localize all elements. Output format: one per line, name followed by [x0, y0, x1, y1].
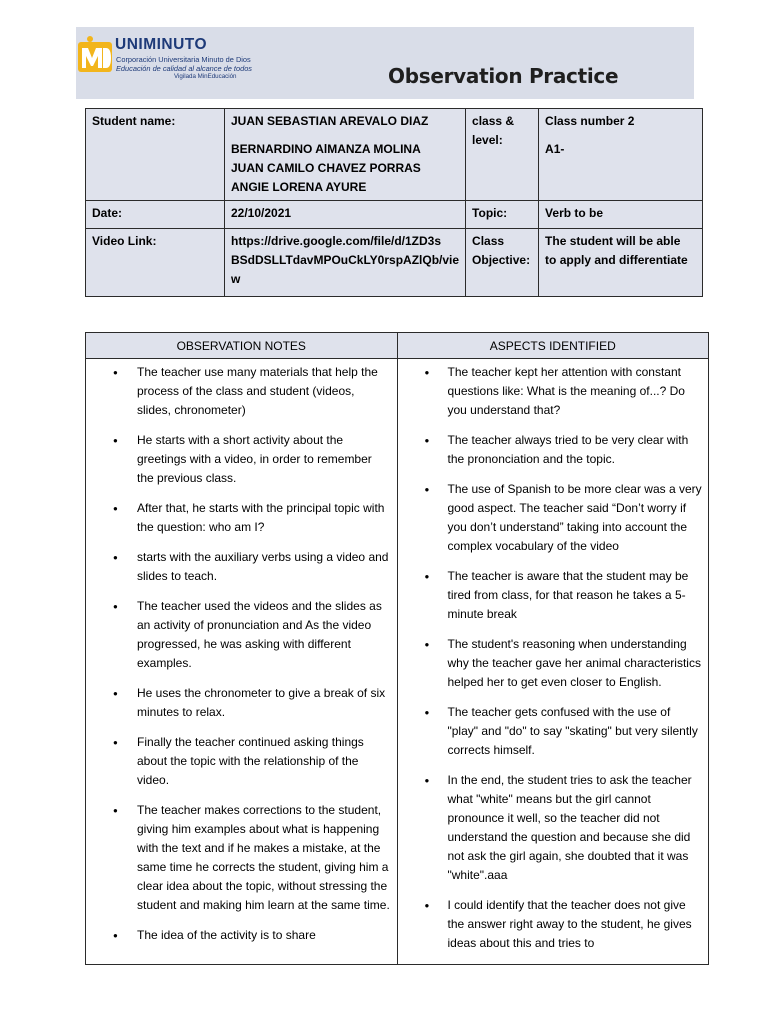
list-item: ● I could identify that the teacher does not give the answer right away to the student, he gives ideas about this and tries to: [398, 896, 709, 953]
class-objective-line: to apply and differentiate: [545, 253, 688, 267]
level-value: A1-: [545, 142, 565, 156]
logo-line-1: Corporación Universitaria Minuto de Dios: [116, 55, 251, 64]
video-link-line[interactable]: BSdDSLLTdavMPOuCkLY0rspAZlQb/vie: [231, 253, 460, 267]
student-names: [225, 109, 466, 201]
list-item: ● He uses the chronometer to give a break of six minutes to relax.: [86, 684, 397, 722]
topic-value: Verb to be: [539, 201, 703, 229]
class-level-value: [539, 109, 703, 201]
student-name: JUAN SEBASTIAN AREVALO DIAZ: [231, 114, 429, 128]
observation-table: [85, 332, 709, 965]
class-objective-line: The student will be able: [545, 234, 681, 248]
class-level-label: [466, 109, 539, 201]
list-item: ● The teacher is aware that the student may be tired from class, for that reason he takes a 5-minute break: [398, 567, 709, 624]
list-item: ● The idea of the activity is to share: [86, 926, 397, 945]
video-link[interactable]: [225, 229, 466, 297]
md-logo-mark-icon: [78, 34, 114, 74]
list-item: ● The use of Spanish to be more clear was a very good aspect. The teacher said “Don’t worry if you don’t understand” taking into account the complex vocabulary of the video: [398, 480, 709, 556]
list-item: ● The teacher makes corrections to the student, giving him examples about what is happening with the text and if he makes a mistake, at the same time he corrects the student, giving him a clear idea about the topic, without stressing the student and making him learn at the same time.: [86, 801, 397, 915]
document-title: Observation Practice: [388, 64, 619, 88]
observation-notes-list: [86, 359, 397, 945]
student-name: ANGIE LORENA AYURE: [231, 180, 367, 194]
list-item: ● starts with the auxiliary verbs using a video and slides to teach.: [86, 548, 397, 586]
list-item: ● The teacher used the videos and the slides as an activity of pronunciation and As the video progressed, he was asking with different examples.: [86, 597, 397, 673]
class-level-label-line: level:: [472, 133, 503, 147]
date-value: 22/10/2021: [225, 201, 466, 229]
class-objective-label-line: Objective:: [472, 253, 531, 267]
class-objective-label: [466, 229, 539, 297]
aspects-identified-column: [397, 359, 709, 965]
student-name-label: Student name:: [86, 109, 225, 201]
list-item: ● The teacher gets confused with the use of "play" and "do" to say "skating" but very silently corrects himself.: [398, 703, 709, 760]
list-item: ● He starts with a short activity about the greetings with a video, in order to remember the previous class.: [86, 431, 397, 488]
class-number: Class number 2: [545, 114, 635, 128]
list-item: ● In the end, the student tries to ask the teacher what "white" means but the girl cannot pronounce it well, so the teacher did not understand the question and because she did not ask the girl again, she doubted that it was "white".aaa: [398, 771, 709, 885]
logo-brand-name: UNIMINUTO: [115, 36, 208, 53]
list-item: ● The teacher kept her attention with constant questions like: What is the meaning of...? Do you understand that?: [398, 363, 709, 420]
list-item: ● Finally the teacher continued asking things about the topic with the relationship of the video.: [86, 733, 397, 790]
class-objective-label-line: Class: [472, 234, 505, 248]
list-item: ● After that, he starts with the principal topic with the question: who am I?: [86, 499, 397, 537]
uniminuto-logo: [78, 30, 268, 88]
list-item: ● The student's reasoning when understanding why the teacher gave her animal characteristics helped her to get even closer to English.: [398, 635, 709, 692]
video-link-label: Video Link:: [86, 229, 225, 297]
logo-line-2: Educación de calidad al alcance de todos: [116, 64, 253, 73]
class-objective-value: [539, 229, 703, 297]
observation-notes-column: [86, 359, 398, 965]
topic-label: Topic:: [466, 201, 539, 229]
date-label: Date:: [86, 201, 225, 229]
aspects-identified-list: [398, 359, 709, 953]
student-name: BERNARDINO AlMANZA MOLINA: [231, 142, 421, 156]
video-link-line[interactable]: w: [231, 272, 241, 286]
logo-line-3: Vigilada MinEducación: [174, 73, 237, 80]
class-level-label-line: class &: [472, 114, 515, 128]
observation-notes-header: OBSERVATION NOTES: [86, 333, 398, 359]
info-table: [85, 108, 703, 297]
list-item: ● The teacher use many materials that help the process of the class and student (videos, slides, chronometer): [86, 363, 397, 420]
video-link-line[interactable]: https://drive.google.com/file/d/1ZD3s: [231, 234, 442, 248]
aspects-identified-header: ASPECTS IDENTIFIED: [397, 333, 709, 359]
list-item: ● The teacher always tried to be very clear with the prononciation and the topic.: [398, 431, 709, 469]
student-name: JUAN CAMILO CHAVEZ PORRAS: [231, 161, 421, 175]
